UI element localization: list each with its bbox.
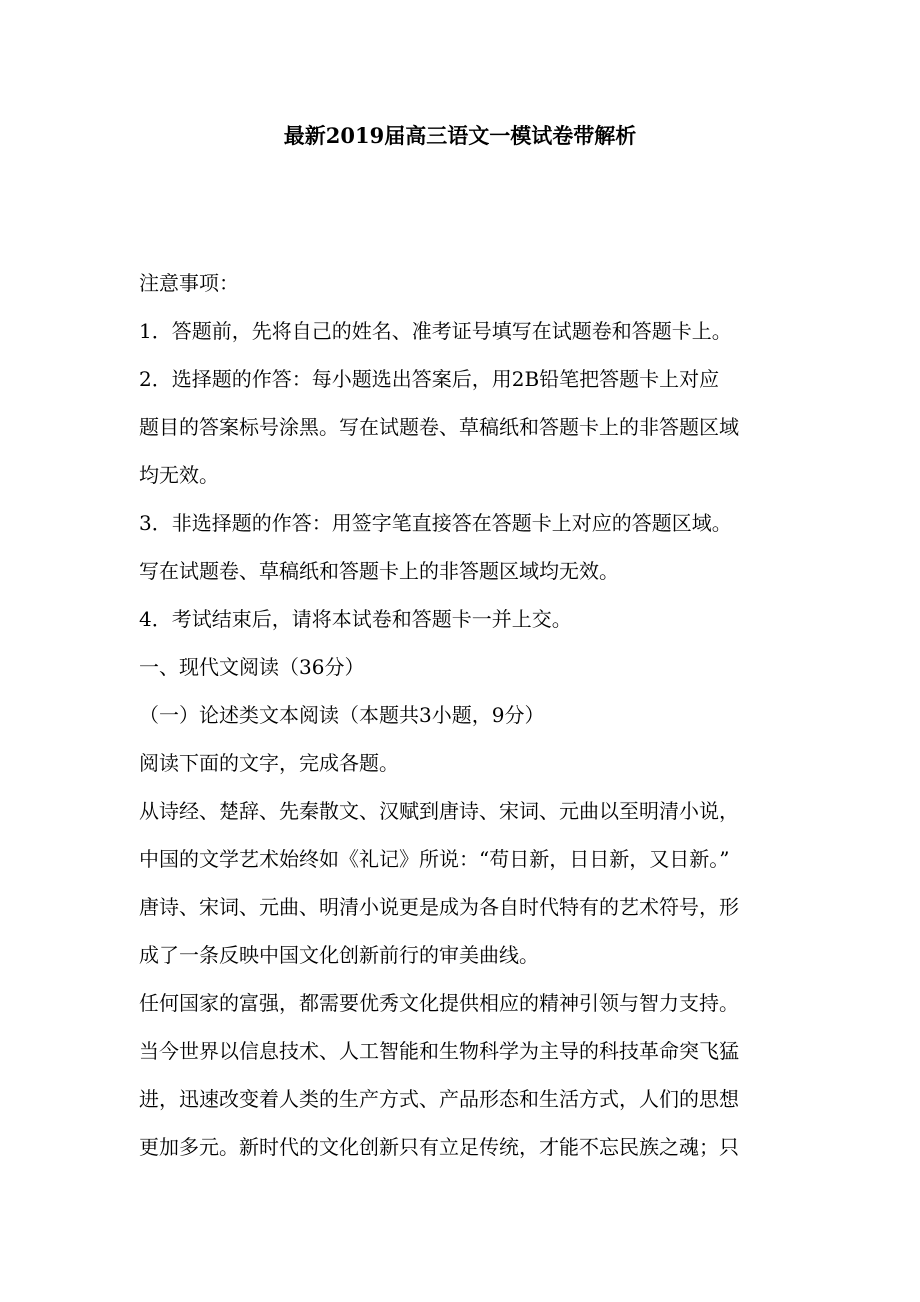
passage-line: 任何国家的富强，都需要优秀文化提供相应的精神引领与智力支持。: [139, 991, 739, 1015]
instruction-text: 阅读下面的文字，完成各题。: [139, 751, 399, 775]
notice-item-2: 2．选择题的作答：每小题选出答案后，用2B铅笔把答题卡上对应: [139, 367, 720, 391]
passage-line: 中国的文学艺术始终如《礼记》所说：“苟日新，日日新，又日新。”: [139, 847, 730, 871]
notice-item-4: 4．考试结束后，请将本试卷和答题卡一并上交。: [139, 607, 572, 631]
notice-item-3: 3．非选择题的作答：用签字笔直接答在答题卡上对应的答题区域。: [139, 511, 732, 535]
passage-line: 当今世界以信息技术、人工智能和生物科学为主导的科技革命突飞猛: [139, 1039, 739, 1063]
subsection-heading: （一）论述类文本阅读（本题共3小题，9分）: [139, 703, 545, 727]
passage-line: 更加多元。新时代的文化创新只有立足传统，才能不忘民族之魂；只: [139, 1135, 739, 1159]
passage-line: 唐诗、宋词、元曲、明清小说更是成为各自时代特有的艺术符号，形: [139, 895, 739, 919]
notice-item-1: 1．答题前，先将自己的姓名、准考证号填写在试题卷和答题卡上。: [139, 319, 732, 343]
passage-line: 从诗经、楚辞、先秦散文、汉赋到唐诗、宋词、元曲以至明清小说，: [139, 799, 739, 823]
passage-line: 成了一条反映中国文化创新前行的审美曲线。: [139, 943, 539, 967]
section-heading: 一、现代文阅读（36分）: [139, 655, 365, 679]
document-title: 最新2019届高三语文一模试卷带解析: [283, 123, 637, 148]
notice-item-3-cont: 写在试题卷、草稿纸和答题卡上的非答题区域均无效。: [139, 559, 619, 583]
notice-item-2-cont: 均无效。: [139, 463, 219, 487]
notice-item-2-cont: 题目的答案标号涂黑。写在试题卷、草稿纸和答题卡上的非答题区域: [139, 415, 739, 439]
passage-line: 进，迅速改变着人类的生产方式、产品形态和生活方式，人们的思想: [139, 1087, 739, 1111]
notice-heading: 注意事项：: [139, 271, 239, 295]
